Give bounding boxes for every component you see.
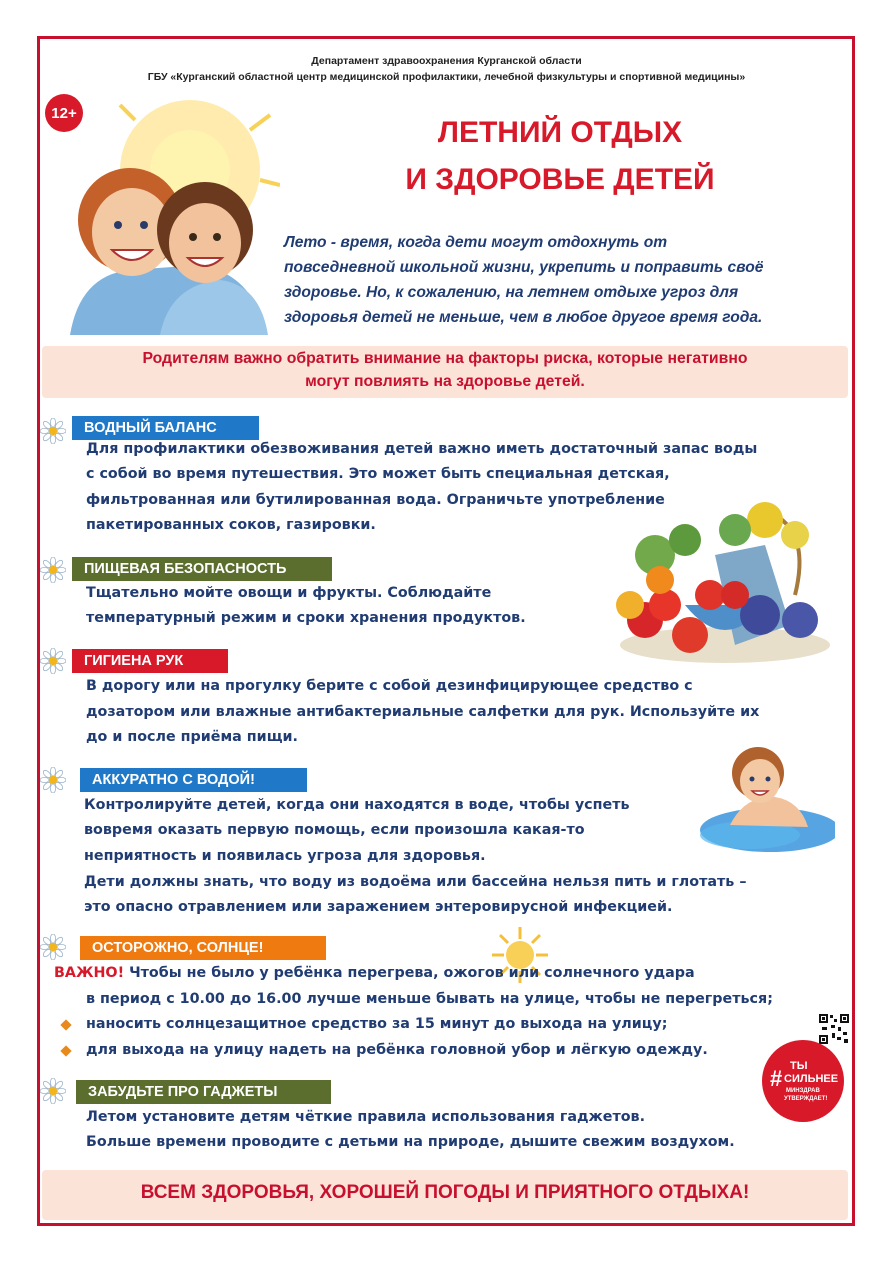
badge-line-3: МИНЗДРАВ bbox=[786, 1088, 820, 1094]
sun-line-2: в период с 10.00 до 16.00 лучше меньше бывать на улице, чтобы не перегреться; bbox=[86, 991, 773, 1007]
department-name: Департамент здравоохранения Курганской области bbox=[311, 55, 582, 67]
risk-warning-box bbox=[42, 346, 848, 398]
hands-line: до и после приёма пищи. bbox=[86, 729, 298, 745]
warning-line: могут повлиять на здоровье детей. bbox=[305, 373, 585, 390]
daisy-icon bbox=[40, 767, 66, 793]
intro-line: Лето - время, когда дети могут отдохнуть от bbox=[284, 234, 668, 251]
swim-line: вовремя оказать первую помощь, если произошла какая-то bbox=[84, 822, 585, 838]
badge-hash: # bbox=[770, 1066, 783, 1091]
section-heading-hand-hygiene: ГИГИЕНА РУК bbox=[72, 649, 228, 673]
water-line: Для профилактики обезвоживания детей важно иметь достаточный запас воды bbox=[86, 441, 758, 457]
sun-line-1 bbox=[54, 965, 695, 981]
intro-line: повседневной школьной жизни, укрепить и поправить своё bbox=[284, 259, 764, 276]
important-label: ВАЖНО! bbox=[54, 965, 125, 981]
title-line-2: И ЗДОРОВЬЕ ДЕТЕЙ bbox=[405, 163, 715, 196]
sun-bullet: для выхода на улицу надеть на ребёнка головной убор и лёгкую одежду. bbox=[86, 1042, 708, 1058]
badge-line-4: УТВЕРЖДАЕТ! bbox=[784, 1096, 828, 1102]
daisy-icon bbox=[40, 934, 66, 960]
footer-text: ВСЕМ ЗДОРОВЬЯ, ХОРОШЕЙ ПОГОДЫ И ПРИЯТНОГО ОТДЫХА! bbox=[140, 1182, 750, 1203]
swim-line: Контролируйте детей, когда они находятся в воде, чтобы успеть bbox=[84, 797, 630, 813]
sun-line-1-text: Чтобы не было у ребёнка перегрева, ожогов или солнечного удара bbox=[124, 965, 695, 981]
intro-line: здоровья детей не меньше, чем в любое другое время года. bbox=[284, 309, 763, 326]
section-heading-sun-caution: ОСТОРОЖНО, СОЛНЦЕ! bbox=[80, 936, 326, 960]
swim-line: это опасно отравлением или заражением энтеровирусной инфекцией. bbox=[84, 899, 673, 915]
gadgets-line: Больше времени проводите с детьми на природе, дышите свежим воздухом. bbox=[86, 1134, 735, 1150]
swimming-child-illustration bbox=[690, 735, 835, 855]
daisy-icon bbox=[40, 418, 66, 444]
campaign-badge bbox=[762, 1040, 844, 1122]
children-illustration bbox=[40, 100, 280, 335]
intro-line: здоровье. Но, к сожалению, на летнем отдыхе угроз для bbox=[284, 284, 739, 301]
footer-banner bbox=[42, 1170, 848, 1220]
food-line: Тщательно мойте овощи и фрукты. Соблюдайте bbox=[86, 585, 492, 601]
section-heading-food-safety: ПИЩЕВАЯ БЕЗОПАСНОСТЬ bbox=[72, 557, 332, 581]
warning-line: Родителям важно обратить внимание на факторы риска, которые негативно bbox=[142, 350, 748, 367]
water-line: пакетированных соков, газировки. bbox=[86, 517, 376, 533]
water-line: с собой во время путешествия. Это может быть специальная детская, bbox=[86, 466, 670, 482]
sun-bullet: наносить солнцезащитное средство за 15 минут до выхода на улицу; bbox=[86, 1016, 668, 1032]
gadgets-line: Летом установите детям чёткие правила использования гаджетов. bbox=[86, 1109, 646, 1125]
qr-code-icon[interactable] bbox=[818, 1013, 850, 1045]
water-line: фильтрованная или бутилированная вода. Ограничьте употребление bbox=[86, 492, 665, 508]
section-heading-gadgets: ЗАБУДЬТЕ ПРО ГАДЖЕТЫ bbox=[76, 1080, 331, 1104]
daisy-icon bbox=[40, 1078, 66, 1104]
swim-line: неприятность и появилась угроза для здоровья. bbox=[84, 848, 486, 864]
swim-line: Дети должны знать, что воду из водоёма или бассейна нельзя пить и глотать – bbox=[84, 874, 747, 890]
fruits-illustration bbox=[615, 495, 835, 665]
title-line-1: ЛЕТНИЙ ОТДЫХ bbox=[437, 116, 683, 149]
food-line: температурный режим и сроки хранения продуктов. bbox=[86, 610, 526, 626]
organization-name: ГБУ «Курганский областной центр медицинской профилактики, лечебной физкультуры и спортивной медицины» bbox=[147, 71, 746, 83]
daisy-icon bbox=[40, 557, 66, 583]
badge-line-1: ТЫ bbox=[790, 1060, 808, 1072]
hands-line: дозатором или влажные антибактериальные салфетки для рук. Используйте их bbox=[86, 704, 760, 720]
badge-line-2: СИЛЬНЕЕ bbox=[784, 1073, 839, 1085]
age-rating-badge: 12+ bbox=[45, 94, 83, 132]
daisy-icon bbox=[40, 648, 66, 674]
section-heading-water-balance: ВОДНЫЙ БАЛАНС bbox=[72, 416, 259, 440]
hands-line: В дорогу или на прогулку берите с собой дезинфицирующее средство с bbox=[86, 678, 693, 694]
section-heading-water-safety: АККУРАТНО С ВОДОЙ! bbox=[80, 768, 307, 792]
intro-paragraph bbox=[284, 230, 844, 330]
